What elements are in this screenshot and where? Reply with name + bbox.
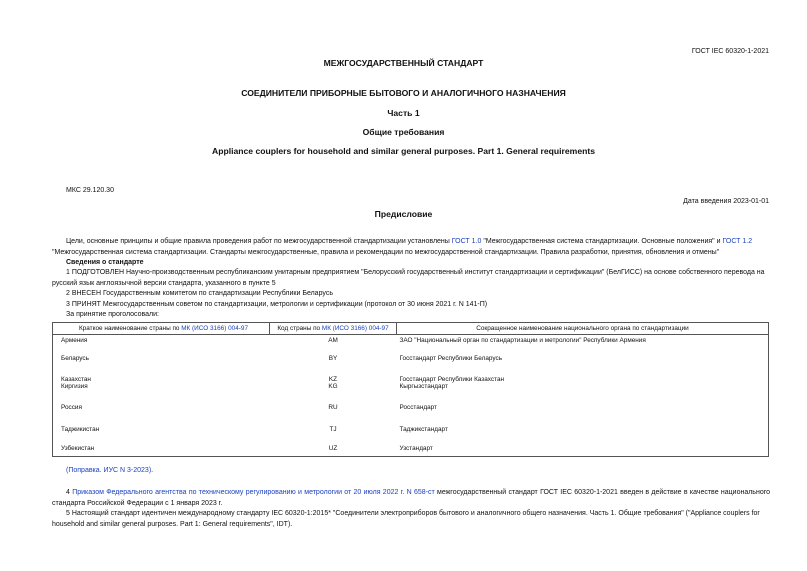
amendment-note (66, 467, 153, 474)
country-cell: Киргизия (61, 382, 88, 390)
table-row (53, 383, 769, 401)
document-subtitle: Общие требования (362, 127, 445, 137)
preface-title: Предисловие (374, 209, 433, 219)
standards-body-cell: Госстандарт Республики Казахстан (399, 375, 505, 383)
code-cell: AM (328, 337, 338, 344)
item-3: 3 ПРИНЯТ Межгосударственным советом по стандартизации, метрологии и сертификации (протокол от 30 июня 2021 г. N 141-П) (66, 301, 488, 308)
standards-body-cell: Таджикстандарт (399, 425, 448, 433)
amendment-link[interactable]: (Поправка. ИУС N 3-2023) (66, 467, 152, 474)
gost-1-0-link[interactable]: ГОСТ 1.0 (451, 238, 482, 245)
voted-label: За принятие проголосовали: (66, 311, 159, 318)
item-5: 5 Настоящий стандарт идентичен международному стандарту IEC 60320-1:2015* "Соединители электроприборов бытового и аналогичного общего назначения. Часть 1. Общие требования" ("Appliance couplers for household and similar general purposes. Part 1: General requirements", IDT). (52, 510, 760, 528)
table-row (53, 401, 769, 423)
table-row (53, 335, 769, 351)
country-cell: Узбекистан (61, 444, 95, 452)
voting-countries-table (52, 322, 769, 457)
document-title: СОЕДИНИТЕЛИ ПРИБОРНЫЕ БЫТОВОГО И АНАЛОГИЧНОГО НАЗНАЧЕНИЯ (241, 88, 566, 98)
header-standards-body: Сокращенное наименование национального органа по стандартизации (397, 323, 769, 335)
header-country-code (270, 323, 397, 335)
item-2: 2 ВНЕСЕН Государственным комитетом по стандартизации Республики Беларусь (66, 290, 333, 297)
table-header-row (53, 323, 769, 335)
rosstandart-order-link[interactable]: Приказом Федерального агентства по техническому регулированию и метрологии от 20 июля 2022 г. N 658-ст (72, 489, 435, 496)
document-heading: МЕЖГОСУДАРСТВЕННЫЙ СТАНДАРТ (323, 58, 484, 68)
amendment-tail: . (151, 467, 154, 474)
code-cell: TJ (329, 425, 337, 433)
preface-text-a: Цели, основные принципы и общие правила проведения работ по межгосударственной стандартизации установлены (66, 238, 452, 245)
standards-body-cell: ЗАО "Национальный орган по стандартизации и метрологии" Республики Армения (399, 337, 646, 344)
item-4 (52, 488, 770, 509)
document-part: Часть 1 (387, 108, 420, 118)
country-cell: Беларусь (61, 354, 89, 362)
introduction-date: Дата введения 2023-01-01 (683, 198, 769, 205)
standards-body-cell: Госстандарт Республики Беларусь (399, 354, 503, 362)
country-cell: Казахстан (61, 375, 91, 383)
document-title-english: Appliance couplers for household and similar general purposes. Part 1. General requirements (211, 146, 595, 156)
code-cell: KG (328, 382, 338, 390)
item-4-prefix: 4 (66, 489, 73, 496)
standards-body-cell: Узстандарт (399, 444, 433, 452)
header-country-text: Краткое наименование страны по (78, 325, 182, 332)
mk-iso-link[interactable]: МК (ИСО 3166) 004-97 (181, 325, 249, 332)
code-cell: RU (328, 403, 338, 411)
country-cell: Армения (61, 337, 88, 344)
preface-paragraph (52, 237, 770, 258)
table-row (53, 351, 769, 371)
document-code: ГОСТ IEC 60320-1-2021 (691, 48, 769, 55)
preface-text-c: "Межгосударственная система стандартизации. Стандарты межгосударственные, правила и рекомендации по межгосударственной стандартизации. Правила разработки, принятия, обновления и отмены" (52, 248, 720, 256)
header-code-text: Код страны по (277, 325, 322, 332)
table-row (53, 443, 769, 457)
mk-iso-link[interactable]: МК (ИСО 3166) 004-97 (321, 325, 389, 332)
item-4-text: межгосударственный стандарт ГОСТ IEC 60320-1-2021 введен в действие в качестве национального стандарта Российской Федерации с 1 января 2023 г. (52, 489, 771, 507)
standard-info-title: Сведения о стандарте (66, 259, 144, 266)
code-cell: UZ (328, 444, 338, 452)
standards-body-cell: Кыргызстандарт (399, 382, 448, 390)
country-cell: Россия (61, 403, 82, 411)
country-cell: Таджикистан (61, 425, 100, 433)
mks-code: МКС 29.120.30 (66, 187, 114, 194)
standards-body-cell: Росстандарт (399, 403, 437, 411)
table-row (53, 423, 769, 443)
code-cell: KZ (328, 375, 338, 383)
item-1: 1 ПОДГОТОВЛЕН Научно-производственным республиканским унитарным предприятием "Белорусский государственный институт стандартизации и сертификации" (БелГИСС) на основе собственного перевода на русский язык англоязычной версии стандарта, указанного в пункте 5 (52, 269, 765, 287)
header-country-name (53, 323, 270, 335)
preface-text-b: "Межгосударственная система стандартизации. Основные положения" и (481, 238, 723, 245)
table-row (53, 371, 769, 383)
code-cell: BY (328, 354, 338, 362)
gost-1-2-link[interactable]: ГОСТ 1.2 (722, 238, 753, 245)
